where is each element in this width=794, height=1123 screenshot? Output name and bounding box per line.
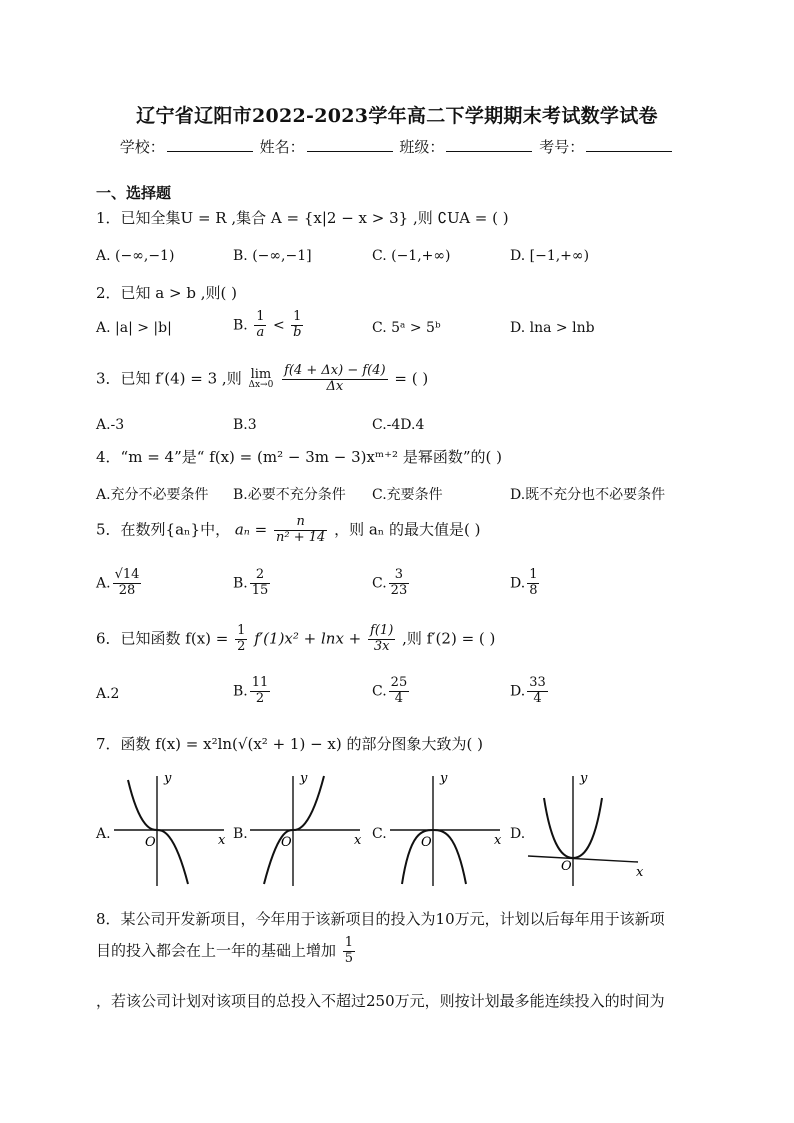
q6-mid: f′(1)x² + lnx + (254, 629, 362, 648)
section-title: 一、选择题 (96, 184, 172, 202)
q7-graph-d (526, 770, 654, 890)
question-6-stem (96, 624, 495, 655)
student-info-row (0, 136, 794, 157)
q4-option-d: D.既不充分也不必要条件 (510, 487, 666, 503)
q2-option-b-label: B. (233, 317, 248, 334)
q4-option-a: A.充分不必要条件 (96, 487, 209, 503)
q3-option-a: A.-3 (96, 417, 125, 433)
q7-graph-c (388, 770, 508, 890)
q3-option-cd: C.-4D.4 (372, 417, 425, 433)
q4-option-c: C.充要条件 (372, 487, 443, 503)
q3-lim: lim Δx→0 (248, 367, 274, 391)
q7-graph-c-label: C. (372, 826, 387, 842)
class-blank[interactable] (446, 137, 532, 152)
q5-prefix: 5．在数列{aₙ}中， (96, 520, 231, 539)
q5-fraction: $\frac{n}{\text{n² + 14}}$ (276, 514, 326, 545)
q2-frac-b: $\frac{1}{b}$ (293, 309, 302, 340)
q7c-origin: O (421, 835, 432, 850)
q1-option-b: B. (−∞,−1] (233, 248, 312, 264)
q6-option-a: A.2 (96, 686, 120, 702)
q3-suffix: = ( ) (394, 369, 429, 388)
q2-option-b (233, 310, 305, 341)
question-8-line-2 (96, 936, 696, 967)
q2-option-d: D. lna > lnb (510, 320, 595, 336)
q7b-origin: O (281, 835, 292, 850)
name-label: 姓名： (259, 138, 305, 156)
q7a-x-label: x (218, 833, 226, 848)
q7-graph-b (248, 770, 368, 890)
q5-option-b: B. $\frac{2}{15}$ (233, 567, 269, 598)
q5-option-a: A. $\frac{√14}{28}$ (96, 567, 140, 598)
q7-graph-a-label: A. (96, 826, 111, 842)
q5-option-c: C. $\frac{3}{23}$ (372, 567, 408, 598)
question-3-stem (96, 364, 428, 395)
school-blank[interactable] (167, 137, 253, 152)
q8-fraction: $\frac{1}{5}$ (344, 935, 354, 966)
q2-less-than: < (272, 317, 285, 334)
q5-an: aₙ = (234, 520, 268, 539)
q7d-origin: O (561, 859, 572, 874)
q7a-y-label: y (164, 771, 172, 786)
q7-graph-b-label: B. (233, 826, 248, 842)
q7-graph-a (112, 770, 232, 890)
q6-suffix: ,则 f′(2) = ( ) (402, 629, 496, 648)
page-title: 辽宁省辽阳市2022-2023学年高二下学期期末考试数学试卷 (136, 105, 658, 127)
q5-option-d: D. $\frac{1}{8}$ (510, 567, 538, 598)
q6-half: $\frac{1}{2}$ (237, 623, 246, 654)
q1-option-a: A. (−∞,−1) (96, 248, 175, 264)
class-label: 班级： (399, 138, 445, 156)
question-1-stem: 1．已知全集U = R ,集合 A = {x|2 − x > 3} ,则 ∁UA = ( ) (96, 209, 509, 227)
question-2-stem: 2．已知 a > b ,则( ) (96, 284, 237, 302)
question-8-line-1: 8．某公司开发新项目，今年用于该新项目的投入为10万元，计划以后每年用于该新项 (96, 910, 665, 928)
q2-option-a: A. |a| > |b| (96, 320, 172, 336)
school-label: 学校： (119, 138, 165, 156)
q3-option-b: B.3 (233, 417, 257, 433)
q5-suffix: ，则 aₙ 的最大值是( ) (334, 520, 481, 539)
q6-option-d: D. $\frac{33}{4}$ (510, 675, 546, 706)
q7c-y-label: y (440, 771, 448, 786)
q7-graph-d-label: D. (510, 826, 526, 842)
q7d-y-label: y (580, 771, 588, 786)
exam-no-blank[interactable] (586, 137, 672, 152)
question-5-stem (96, 515, 481, 546)
q3-prefix: 3．已知 f′(4) = 3 ,则 (96, 369, 242, 388)
name-blank[interactable] (307, 137, 393, 152)
q2-frac-a: $\frac{1}{a}$ (256, 309, 265, 340)
q7c-x-label: x (494, 833, 502, 848)
q2-option-c: C. 5ᵃ > 5ᵇ (372, 320, 441, 336)
q7b-x-label: x (354, 833, 362, 848)
q6-fraction: $\frac{f(1)}{3x}$ (370, 623, 394, 654)
q7d-x-label: x (636, 865, 644, 880)
question-4-stem: 4．“m = 4”是“ f(x) = (m² − 3m − 3)xᵐ⁺² 是幂函数”的( ) (96, 448, 502, 466)
q6-option-b: B. $\frac{11}{2}$ (233, 675, 269, 706)
exam-no-label: 考号： (539, 138, 585, 156)
question-8-line-3: ，若该公司计划对该项目的总投入不超过250万元，则按计划最多能连续投入的时间为 (96, 992, 665, 1010)
q6-prefix: 6．已知函数 f(x) = (96, 629, 229, 648)
q8-line2-text: 目的投入都会在上一年的基础上增加 (96, 941, 337, 960)
q7b-y-label: y (300, 771, 308, 786)
q6-option-c: C. $\frac{25}{4}$ (372, 675, 408, 706)
q1-option-d: D. [−1,+∞) (510, 248, 590, 264)
question-7-stem: 7．函数 f(x) = x²ln(√(x² + 1) − x) 的部分图象大致为( ) (96, 735, 483, 753)
q1-option-c: C. (−1,+∞) (372, 248, 451, 264)
q4-option-b: B.必要不充分条件 (233, 487, 346, 503)
q7a-origin: O (145, 835, 156, 850)
q3-fraction: $\frac{f(4 + \Delta x) - f(4)}{\Delta x}$ (284, 363, 386, 394)
